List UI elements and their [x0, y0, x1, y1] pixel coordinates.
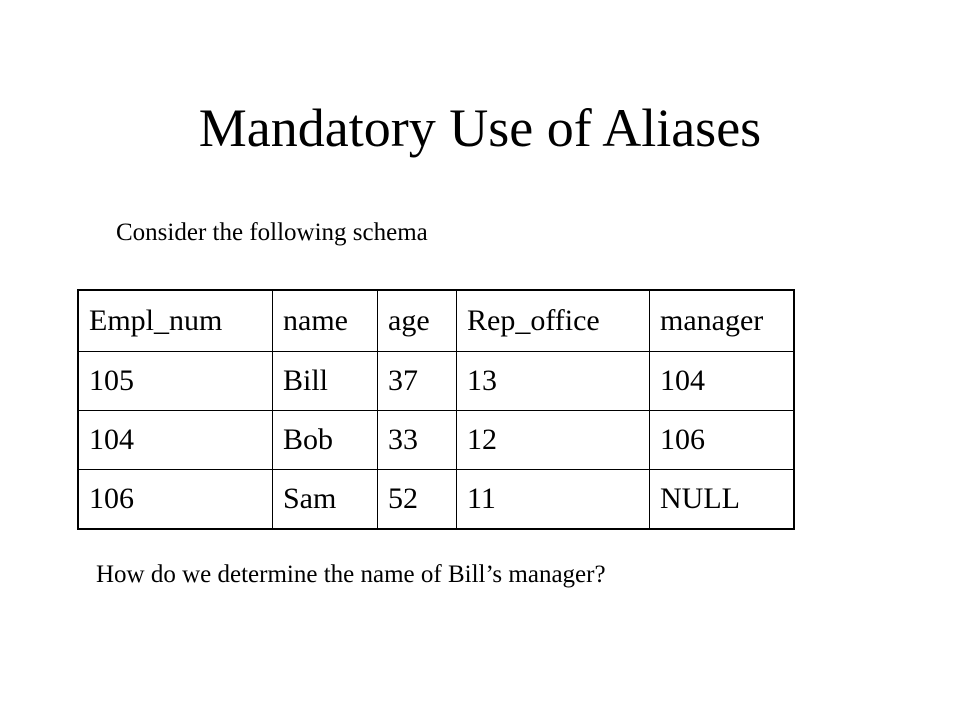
table-cell-empl-num: 105 [78, 352, 273, 411]
table-cell-rep-office: 11 [457, 470, 650, 530]
question-text: How do we determine the name of Bill’s manager? [96, 561, 606, 588]
table-row [78, 352, 794, 411]
table-cell-rep-office: 12 [457, 411, 650, 470]
table-cell-manager: NULL [650, 470, 795, 530]
table-cell-age: 37 [378, 352, 457, 411]
column-header-age: age [378, 290, 457, 352]
column-header-name: name [273, 290, 378, 352]
table-cell-name: Bill [273, 352, 378, 411]
table-cell-empl-num: 106 [78, 470, 273, 530]
schema-intro-text: Consider the following schema [116, 219, 428, 246]
table-cell-age: 33 [378, 411, 457, 470]
table-row [78, 411, 794, 470]
employee-schema-table [77, 289, 795, 530]
column-header-manager: manager [650, 290, 795, 352]
table-cell-rep-office: 13 [457, 352, 650, 411]
table-cell-name: Sam [273, 470, 378, 530]
table-header-row [78, 290, 794, 352]
table-cell-manager: 104 [650, 352, 795, 411]
table-cell-name: Bob [273, 411, 378, 470]
column-header-empl-num: Empl_num [78, 290, 273, 352]
table-row [78, 470, 794, 530]
table-cell-empl-num: 104 [78, 411, 273, 470]
table-cell-manager: 106 [650, 411, 795, 470]
table-cell-age: 52 [378, 470, 457, 530]
slide-title: Mandatory Use of Aliases [198, 98, 762, 158]
column-header-rep-office: Rep_office [457, 290, 650, 352]
